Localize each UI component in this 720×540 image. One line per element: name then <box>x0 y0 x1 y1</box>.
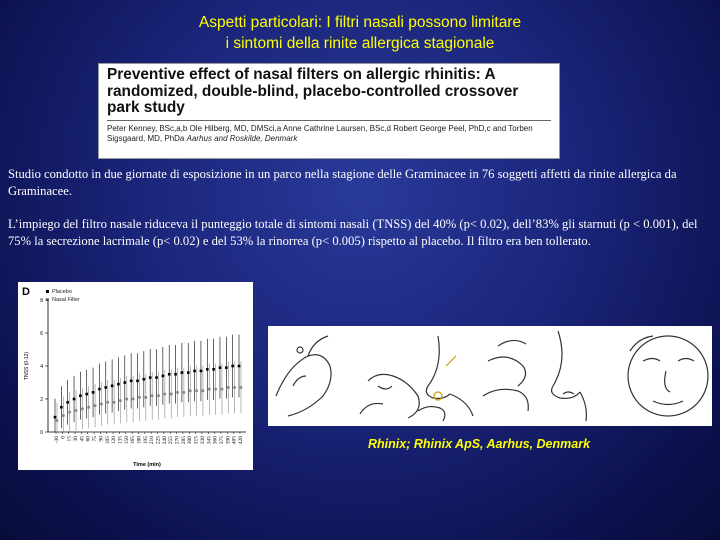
data-point-placebo <box>181 371 184 374</box>
data-point-placebo <box>238 365 241 368</box>
data-point-placebo <box>73 398 76 401</box>
x-tick-label: 105 <box>104 436 111 445</box>
x-tick-label: 165 <box>130 436 137 445</box>
filter-closeup-icon <box>360 374 419 418</box>
paper-divider <box>107 120 551 121</box>
data-point-placebo <box>162 375 165 378</box>
data-point-nasal-filter <box>240 386 243 389</box>
y-axis-label: TNSS (0-12) <box>24 351 30 381</box>
data-point-placebo <box>200 370 203 373</box>
data-point-nasal-filter <box>233 386 236 389</box>
data-point-placebo <box>143 378 146 381</box>
data-point-nasal-filter <box>56 419 59 422</box>
slide-title <box>0 12 720 54</box>
hand-with-filter-icon <box>276 336 331 416</box>
data-point-nasal-filter <box>125 398 128 401</box>
data-point-nasal-filter <box>221 388 224 391</box>
paper-author-list: Peter Kenney, BSc,a,b Ole Hilberg, MD, DMSci,a Anne Cathrine Laursen, BSc,d Robert George Peel, PhD,c and Torben Sigsgaard, MD, PhDa <box>107 123 533 143</box>
study-results: L’impiego del filtro nasale riduceva il punteggio totale di sintomi nasali (TNSS) del 40% (p< 0.02), dell’83% gli starnuti (p < 0.001), del 75% la secrezione lacrimale (p< 0.02) e del 53% la rinorrea (p< 0.005) rispetto al placebo. Il filtro era ben tollerato. <box>8 217 698 248</box>
data-point-placebo <box>92 391 95 394</box>
legend-label-placebo: Placebo <box>52 289 72 295</box>
data-point-nasal-filter <box>164 393 167 396</box>
chart-plot <box>18 282 253 470</box>
x-tick-label: 225 <box>155 436 162 445</box>
data-point-placebo <box>54 416 57 419</box>
data-point-placebo <box>117 383 120 386</box>
x-tick-label: 195 <box>142 436 149 445</box>
x-tick-label: -30 <box>54 436 60 444</box>
paper-header-image <box>98 63 560 159</box>
x-tick-label: 255 <box>168 436 175 445</box>
x-tick-label: 0 <box>60 436 67 439</box>
title-line-2: i sintomi della rinite allergica stagionale <box>225 35 495 52</box>
x-tick-label: 150 <box>123 436 130 445</box>
study-description: Studio condotto in due giornate di esposizione in un parco nella stagione delle Graminacee in 76 soggetti affetti da rinite allergica da Graminacee. <box>8 167 677 198</box>
x-tick-label: 15 <box>66 436 73 442</box>
data-point-nasal-filter <box>94 404 97 407</box>
data-point-placebo <box>193 370 196 373</box>
paper-authors <box>107 124 551 144</box>
x-axis-label: Time (min) <box>133 462 161 468</box>
data-point-placebo <box>136 380 139 383</box>
data-point-placebo <box>79 394 82 397</box>
data-point-placebo <box>231 365 234 368</box>
data-point-nasal-filter <box>81 408 84 411</box>
data-point-nasal-filter <box>113 401 116 404</box>
data-point-placebo <box>149 376 152 379</box>
data-point-nasal-filter <box>202 389 205 392</box>
nose-profile-icon <box>552 331 587 421</box>
data-point-placebo <box>174 373 177 376</box>
nose-insert-icon <box>418 336 473 421</box>
data-point-nasal-filter <box>208 388 211 391</box>
data-point-placebo <box>66 401 69 404</box>
data-point-nasal-filter <box>195 389 198 392</box>
x-tick-label: 285 <box>180 436 187 445</box>
data-point-placebo <box>212 368 215 371</box>
nasal-filter-drawing <box>268 326 712 426</box>
data-point-nasal-filter <box>151 394 154 397</box>
x-tick-label: 405 <box>231 436 238 445</box>
data-point-nasal-filter <box>106 401 109 404</box>
data-point-nasal-filter <box>100 403 103 406</box>
x-tick-label: 315 <box>193 436 200 445</box>
nasal-filter-illustration <box>268 326 712 426</box>
data-point-nasal-filter <box>87 406 90 409</box>
x-tick-label: 60 <box>85 436 92 442</box>
data-point-nasal-filter <box>119 399 122 402</box>
paper-affiliation: Aarhus and Roskilde, Denmark <box>186 133 298 143</box>
chart-panel-letter: D <box>22 286 30 298</box>
data-point-placebo <box>104 386 107 389</box>
data-point-placebo <box>111 385 114 388</box>
data-point-nasal-filter <box>138 396 141 399</box>
data-point-nasal-filter <box>176 391 179 394</box>
title-line-1: Aspetti particolari: I filtri nasali possono limitare <box>198 14 522 31</box>
data-point-nasal-filter <box>62 414 65 417</box>
data-point-nasal-filter <box>132 398 135 401</box>
data-point-placebo <box>130 380 133 383</box>
x-tick-label: 180 <box>136 436 143 445</box>
paper-title: Preventive effect of nasal filters on allergic rhinitis: A randomized, double-blind, placebo-controlled crossover park study <box>107 66 519 116</box>
x-tick-label: 390 <box>225 436 232 445</box>
data-point-placebo <box>168 373 171 376</box>
data-point-nasal-filter <box>68 411 71 414</box>
x-tick-label: 135 <box>117 436 124 445</box>
x-tick-label: 420 <box>238 436 244 445</box>
data-point-placebo <box>123 381 126 384</box>
data-point-nasal-filter <box>157 394 160 397</box>
data-point-placebo <box>85 393 88 396</box>
x-tick-label: 45 <box>79 436 86 442</box>
data-point-nasal-filter <box>75 409 78 412</box>
data-point-placebo <box>219 366 222 369</box>
x-tick-label: 75 <box>92 436 99 442</box>
data-point-placebo <box>187 371 190 374</box>
y-tick-label: 2 <box>40 397 43 403</box>
face-with-filter-icon <box>628 336 708 416</box>
tnss-chart <box>18 282 253 470</box>
hand-adjusting-icon <box>483 340 528 411</box>
y-tick-label: 8 <box>40 298 43 304</box>
x-tick-label: 210 <box>149 436 156 445</box>
data-point-nasal-filter <box>189 389 192 392</box>
x-tick-label: 240 <box>161 436 168 445</box>
y-tick-label: 4 <box>40 364 43 370</box>
data-point-nasal-filter <box>170 393 173 396</box>
data-point-placebo <box>155 376 158 379</box>
data-point-nasal-filter <box>145 396 148 399</box>
x-tick-label: 30 <box>73 436 80 442</box>
y-tick-label: 0 <box>40 430 43 436</box>
x-tick-label: 90 <box>98 436 105 442</box>
data-point-nasal-filter <box>214 388 217 391</box>
x-tick-label: 300 <box>187 436 194 445</box>
x-tick-label: 360 <box>212 436 219 445</box>
data-point-placebo <box>60 406 63 409</box>
data-point-placebo <box>225 366 228 369</box>
y-tick-label: 6 <box>40 331 43 337</box>
data-point-placebo <box>206 368 209 371</box>
x-tick-label: 345 <box>206 436 213 445</box>
legend-label-nasal-filter: Nasal Filter <box>52 297 80 303</box>
data-point-nasal-filter <box>227 386 230 389</box>
x-tick-label: 120 <box>111 436 118 445</box>
data-point-placebo <box>98 388 101 391</box>
data-point-nasal-filter <box>183 391 186 394</box>
product-caption: Rhinix; Rhinix ApS, Aarhus, Denmark <box>368 437 591 451</box>
x-tick-label: 270 <box>174 436 181 445</box>
x-tick-label: 330 <box>199 436 206 445</box>
x-tick-label: 375 <box>218 436 225 445</box>
